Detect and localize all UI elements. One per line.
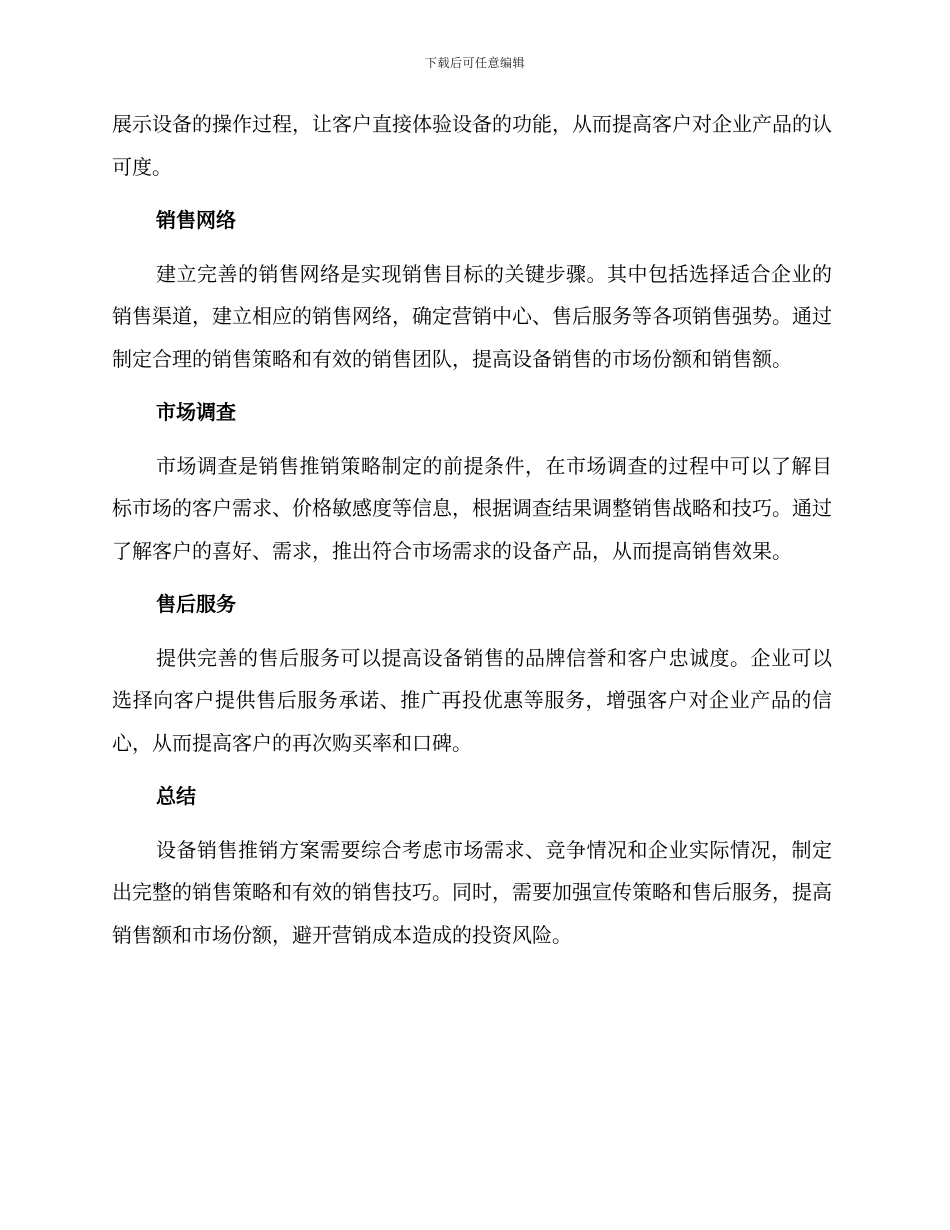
section-heading: 售后服务: [156, 592, 236, 616]
section-paragraph: 设备销售推销方案需要综合考虑市场需求、竞争情况和企业实际情况，制定出完整的销售策略和有效的销售技巧。同时，需要加强宣传策略和售后服务，提高销售额和市场份额，避开营销成本造成的投资风险。: [112, 837, 832, 947]
section-paragraph: 市场调查是销售推销策略制定的前提条件，在市场调查的过程中可以了解目标市场的客户需求、价格敏感度等信息，根据调查结果调整销售战略和技巧。通过了解客户的喜好、需求，推出符合市场需求的设备产品，从而提高销售效果。: [112, 453, 832, 563]
intro-paragraph: 展示设备的操作过程，让客户直接体验设备的功能，从而提高客户对企业产品的认可度。: [112, 112, 832, 179]
section-paragraph: 提供完善的售后服务可以提高设备销售的品牌信誉和客户忠诚度。企业可以选择向客户提供售后服务承诺、推广再投优惠等服务，增强客户对企业产品的信心，从而提高客户的再次购买率和口碑。: [112, 645, 832, 755]
section-heading: 市场调查: [156, 400, 236, 424]
section-heading: 总结: [156, 784, 196, 808]
section-summary: [112, 775, 832, 956]
section-after-sales: [112, 583, 832, 764]
section-market-research: [112, 391, 832, 572]
section-heading: 销售网络: [156, 208, 236, 232]
section-paragraph: 建立完善的销售网络是实现销售目标的关键步骤。其中包括选择适合企业的销售渠道，建立相应的销售网络，确定营销中心、售后服务等各项销售强势。通过制定合理的销售策略和有效的销售团队，提高设备销售的市场份额和销售额。: [112, 261, 832, 371]
page-header: 下载后可任意编辑: [424, 56, 525, 70]
section-sales-network: [112, 199, 832, 380]
document-body: [112, 103, 832, 956]
